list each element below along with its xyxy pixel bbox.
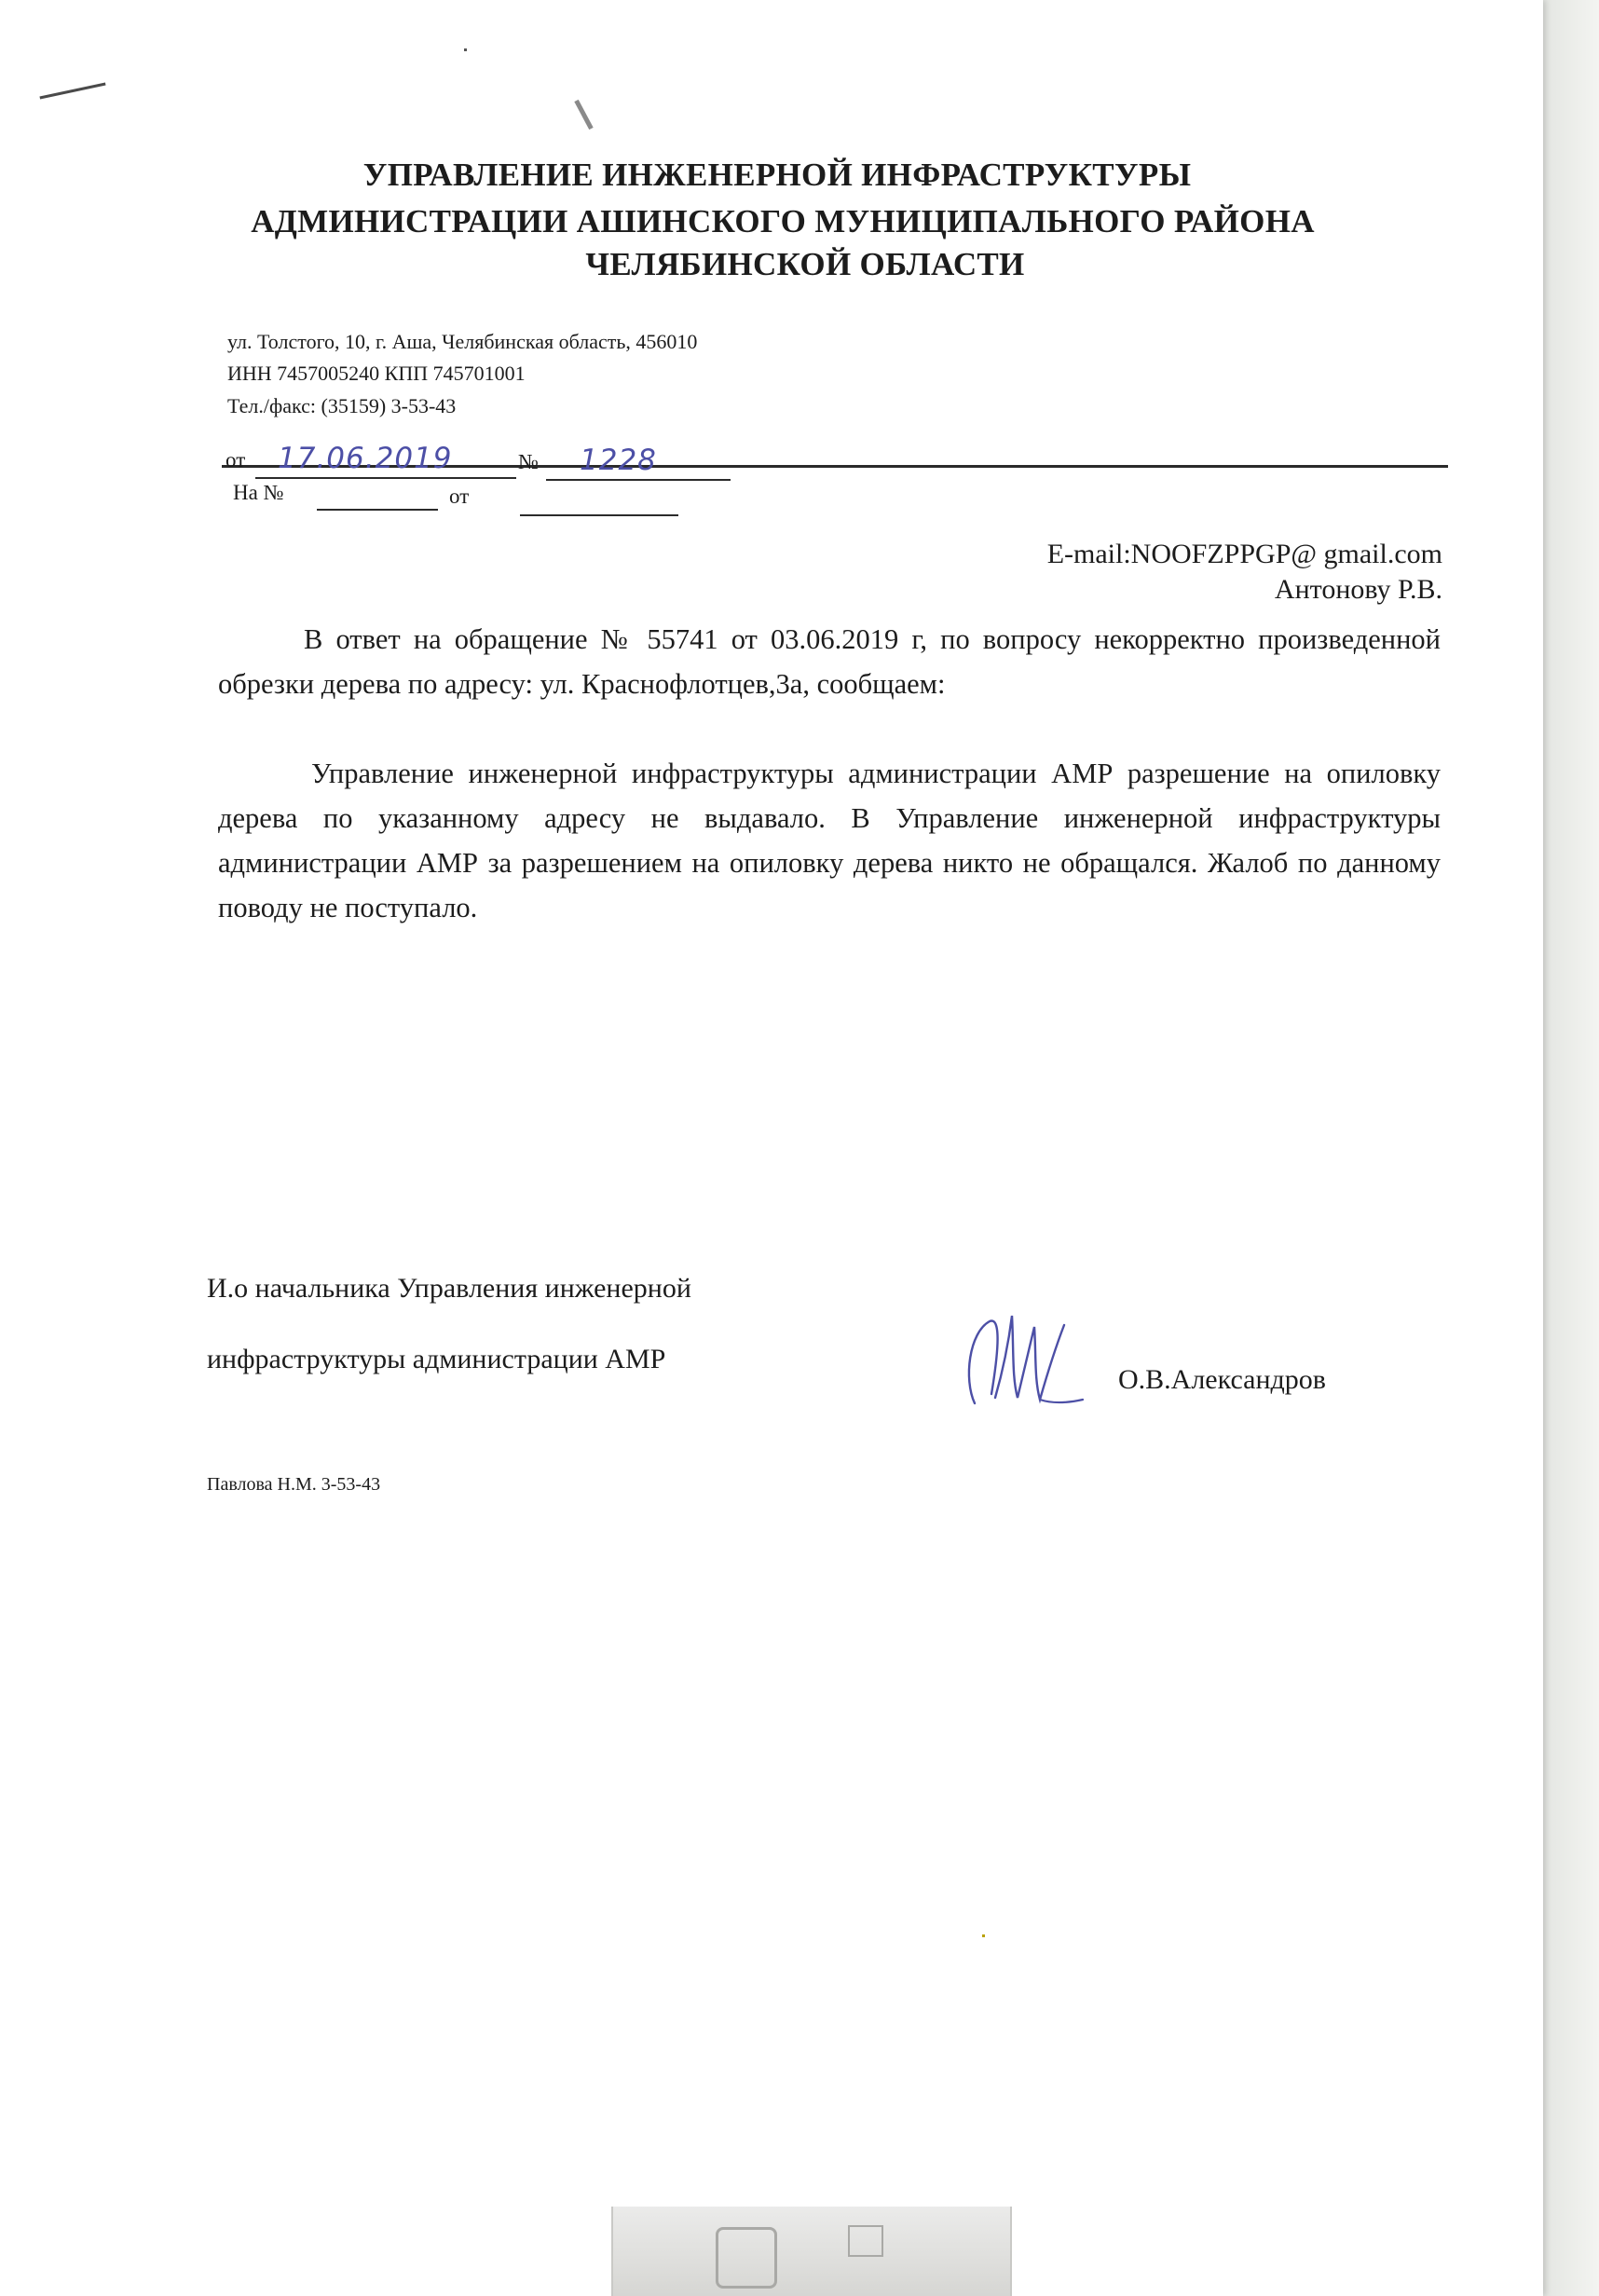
recipient-email: E-mail:NOOFZPPGP@ gmail.com: [1046, 539, 1442, 569]
from-label: от: [226, 448, 246, 472]
scanner-detail: [848, 2225, 883, 2257]
number-label: №: [518, 450, 539, 473]
scanner-artifact: [611, 2207, 1012, 2296]
reply-date-underline: [520, 514, 678, 516]
scanner-detail: [716, 2227, 777, 2289]
scan-speck: [464, 48, 467, 51]
reply-number-label: На №: [233, 481, 284, 504]
org-address: ул. Толстого, 10, г. Аша, Челябинская область, 456010: [227, 330, 698, 353]
reply-number-underline: [317, 509, 438, 511]
outgoing-date: 17.06.2019: [278, 442, 453, 475]
number-underline: [546, 479, 731, 481]
recipient-name: Антонову Р.В.: [1274, 574, 1442, 605]
signatory-position-line-1: И.о начальника Управления инженерной: [207, 1273, 691, 1304]
reply-from-label: от: [449, 485, 470, 508]
org-title-line-3: ЧЕЛЯБИНСКОЙ ОБЛАСТИ: [585, 246, 1025, 282]
handwritten-signature: [954, 1293, 1088, 1418]
scan-margin: [1543, 0, 1599, 2296]
org-inn-kpp: ИНН 7457005240 КПП 745701001: [227, 362, 526, 385]
body-paragraph-2: Управление инженерной инфраструктуры администрации АМР разрешение на опиловку дерева по указанному адресу не выдавало. В Управление инженерной инфраструктуры администрации АМР за разрешением на опиловку дерева никто не обращался. Жалоб по данному поводу не поступало.: [218, 758, 1441, 923]
scan-speck: [982, 1934, 985, 1937]
org-title-line-2: АДМИНИСТРАЦИИ АШИНСКОГО МУНИЦИПАЛЬНОГО РАЙОНА: [251, 203, 1315, 239]
body-paragraph-1: В ответ на обращение № 55741 от 03.06.2019 г, по вопросу некорректно произведенной обрезки дерева по адресу: ул. Краснофлотцев,3а, сообщаем:: [218, 623, 1441, 700]
outgoing-number: 1228: [580, 444, 657, 477]
date-underline: [255, 477, 516, 479]
scan-mark: [39, 83, 105, 100]
scan-mark: [574, 100, 593, 130]
org-phone: Тел./факс: (35159) 3-53-43: [227, 394, 457, 417]
signatory-name: О.В.Александров: [1118, 1364, 1326, 1395]
org-title-line-1: УПРАВЛЕНИЕ ИНЖЕНЕРНОЙ ИНФРАСТРУКТУРЫ: [362, 157, 1192, 193]
executor-contact: Павлова Н.М. 3-53-43: [207, 1474, 381, 1495]
signatory-position-line-2: инфраструктуры администрации АМР: [207, 1344, 666, 1374]
